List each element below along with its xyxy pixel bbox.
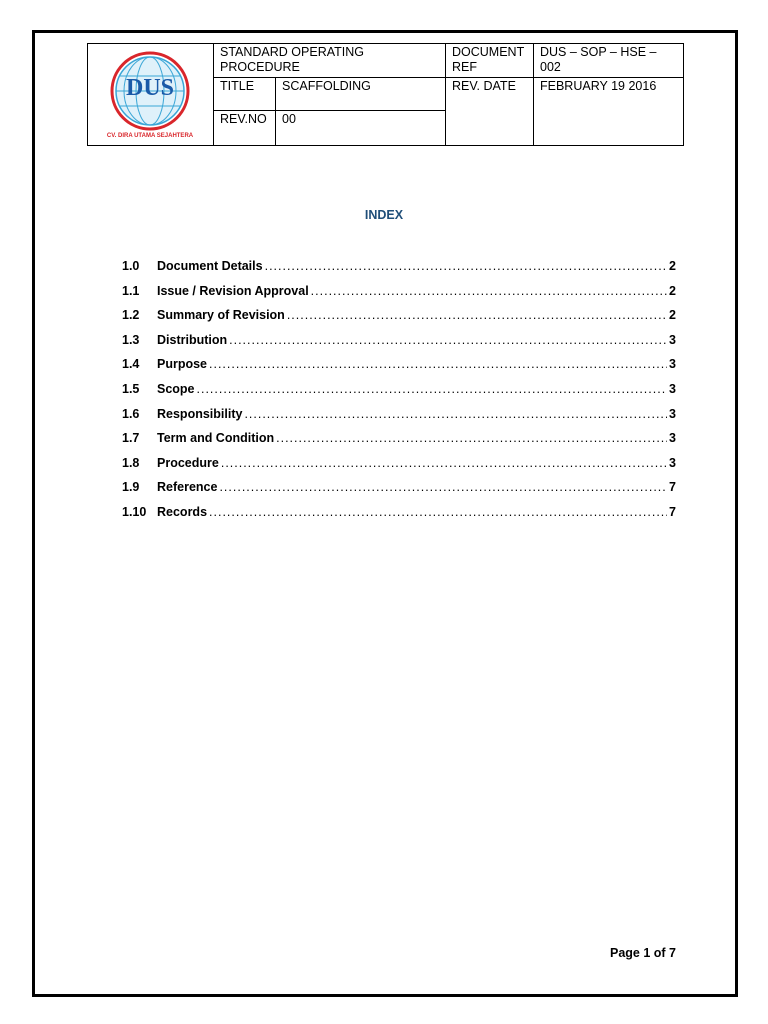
toc-leader xyxy=(265,257,667,275)
toc-leader xyxy=(287,306,667,324)
page-number: Page 1 of 7 xyxy=(610,946,676,960)
toc-label: Purpose xyxy=(157,357,208,372)
toc-label: Document Details xyxy=(157,259,263,273)
company-logo-cell xyxy=(88,44,214,146)
toc-item[interactable] xyxy=(122,405,676,430)
toc-item[interactable] xyxy=(122,257,676,282)
toc-item[interactable] xyxy=(122,282,676,307)
toc-leader xyxy=(209,355,667,373)
toc-page: 3 xyxy=(669,406,676,421)
toc-page: 3 xyxy=(669,332,676,347)
toc-number: 1.0 xyxy=(122,259,140,273)
toc-number: 1.1 xyxy=(122,283,140,298)
toc-label: Scope xyxy=(157,381,195,396)
toc-page: 3 xyxy=(669,381,676,396)
doc-ref-label: DOCUMENT REF xyxy=(446,44,534,78)
toc-number: 1.7 xyxy=(122,431,140,446)
toc-leader xyxy=(244,405,667,423)
title-label: TITLE xyxy=(214,78,276,111)
toc-number: 1.5 xyxy=(122,381,140,396)
document-header-table xyxy=(87,43,684,146)
toc-number: 1.3 xyxy=(122,332,140,347)
rev-date-value: FEBRUARY 19 2016 xyxy=(534,78,684,146)
toc-page: 7 xyxy=(669,480,676,495)
toc-page: 3 xyxy=(669,431,676,446)
toc-label: Distribution xyxy=(157,332,228,347)
rev-date-label: REV. DATE xyxy=(446,78,534,146)
logo-letters: DUS xyxy=(125,74,175,101)
toc-leader xyxy=(197,380,668,398)
toc-label: Term and Condition xyxy=(157,431,275,446)
index-heading: INDEX xyxy=(364,208,404,222)
toc-leader xyxy=(311,282,667,300)
toc-item[interactable] xyxy=(122,503,676,528)
doc-type-cell: STANDARD OPERATING PROCEDURE xyxy=(214,44,446,78)
toc-leader xyxy=(229,331,667,349)
toc-number: 1.10 xyxy=(122,504,147,519)
toc-label: Reference xyxy=(157,480,218,495)
company-logo xyxy=(92,49,210,141)
toc-label: Records xyxy=(157,504,208,519)
toc-page: 3 xyxy=(669,455,676,470)
toc-page: 2 xyxy=(669,259,676,273)
toc-item[interactable] xyxy=(122,331,676,356)
toc-number: 1.6 xyxy=(122,406,140,421)
rev-no-value: 00 xyxy=(276,111,446,146)
toc-item[interactable] xyxy=(122,478,676,503)
toc-item[interactable] xyxy=(122,429,676,454)
toc-leader xyxy=(219,478,667,496)
toc-item[interactable] xyxy=(122,355,676,380)
toc-leader xyxy=(221,454,667,472)
toc-item[interactable] xyxy=(122,454,676,479)
toc-number: 1.9 xyxy=(122,480,140,495)
toc-label: Issue / Revision Approval xyxy=(157,283,309,298)
toc-leader xyxy=(276,429,667,447)
toc-leader xyxy=(209,503,667,521)
toc-page: 7 xyxy=(669,504,676,519)
table-of-contents xyxy=(122,257,676,528)
rev-no-label: REV.NO xyxy=(214,111,276,146)
toc-label: Responsibility xyxy=(157,406,243,421)
toc-page: 2 xyxy=(669,308,676,323)
doc-ref-value: DUS – SOP – HSE – 002 xyxy=(534,44,684,78)
toc-number: 1.2 xyxy=(122,308,140,323)
toc-item[interactable] xyxy=(122,306,676,331)
toc-number: 1.4 xyxy=(122,357,140,372)
toc-number: 1.8 xyxy=(122,455,140,470)
title-value: SCAFFOLDING xyxy=(276,78,446,111)
toc-label: Summary of Revision xyxy=(157,308,285,323)
toc-item[interactable] xyxy=(122,380,676,405)
toc-page: 2 xyxy=(669,283,676,298)
toc-label: Procedure xyxy=(157,455,219,470)
company-name: CV. DIRA UTAMA SEJAHTERA xyxy=(106,132,194,139)
toc-page: 3 xyxy=(669,357,676,372)
